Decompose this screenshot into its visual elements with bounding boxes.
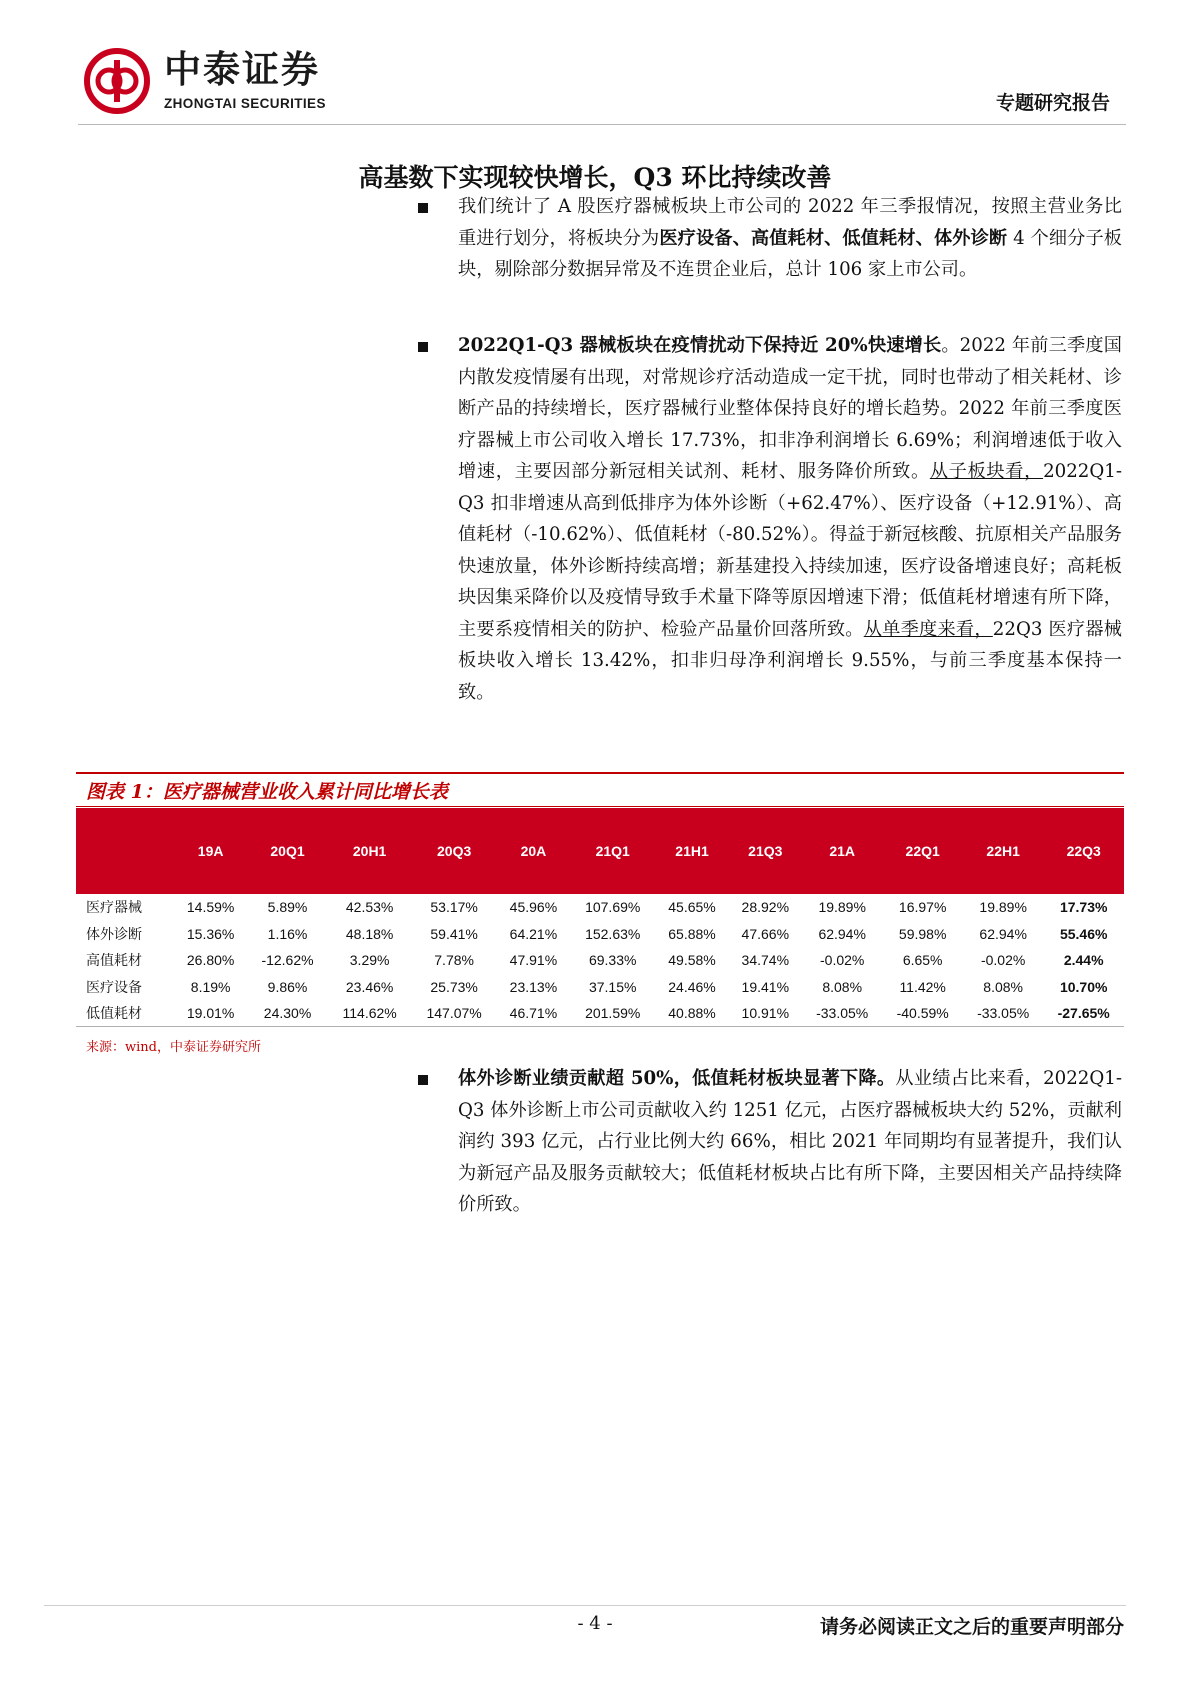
column-header: 20Q3: [437, 843, 472, 859]
table-cell: 28.92%: [741, 899, 790, 916]
paragraph-2: [458, 330, 1122, 708]
table-row: [76, 1000, 1124, 1027]
table-cell: 59.98%: [898, 925, 947, 942]
p2-underline-1: 从子板块看，: [929, 461, 1044, 482]
footer-divider: [44, 1605, 1126, 1606]
row-label: 低值耗材: [76, 1000, 174, 1027]
column-header: 21Q1: [595, 843, 630, 859]
table-cell: 19.89%: [818, 899, 866, 916]
p1-text-2: 4 个细分子板块，剔除部分数据异常及不连贯企业后，总计 106 家上市公司。: [458, 227, 1122, 280]
table-cell: -33.05%: [802, 1000, 882, 1027]
table-cell: -12.62%: [261, 952, 314, 969]
table-cell: 23.13%: [509, 978, 558, 995]
table-cell: 25.73%: [430, 978, 478, 995]
table-cell: 15.36%: [186, 925, 235, 942]
table-cell: 14.59%: [186, 899, 235, 916]
table-cell: 152.63%: [585, 925, 641, 942]
row-label: 医疗器械: [86, 900, 142, 917]
row-label: 高值耗材: [86, 953, 142, 970]
bullet-square-icon: [418, 1075, 428, 1085]
page-number: - 4 -: [577, 1613, 613, 1634]
table-cell: 201.59%: [570, 1000, 655, 1027]
column-header: 19A: [197, 843, 224, 859]
p2-text-1: 。2022 年前三季度国内散发疫情屡有出现，对常规诊疗活动造成一定干扰，同时也带动了相关耗材、诊断产品的持续增长，医疗器械行业整体保持良好的增长趋势。2022 年前三季度医疗器械上市公司收入增长 17.73%，扣非净利润增长 6.69%；利润增速低于收入增速，主要因部分新冠相关试剂、耗材、服务降价所致。: [458, 335, 1122, 482]
figure-top-rule: [76, 772, 1124, 774]
p1-bold-1: 医疗设备、高值耗材、低值耗材、体外诊断: [659, 227, 1008, 249]
table-cell: 2.44%: [1063, 952, 1104, 969]
paragraph-block-1: [0, 196, 1190, 280]
table-cell: -0.02%: [820, 952, 865, 969]
table-cell: 3.29%: [349, 952, 390, 969]
table-cell: 55.46%: [1059, 925, 1108, 942]
table-cell: 48.18%: [345, 925, 394, 942]
table-cell: 64.21%: [509, 925, 558, 942]
table-cell: 47.91%: [509, 952, 558, 969]
table-cell: 26.80%: [186, 952, 235, 969]
table-cell: 19.89%: [979, 899, 1027, 916]
table-cell: 10.91%: [729, 1000, 802, 1027]
table-cell: 49.58%: [668, 952, 716, 969]
figure-title-rule: [76, 806, 1124, 807]
table-cell: 7.78%: [434, 952, 474, 969]
column-header: 20H1: [352, 843, 387, 859]
table-cell: 8.08%: [983, 978, 1023, 995]
p3-text-1: 从业绩占比来看，2022Q1-Q3 体外诊断上市公司贡献收入约 1251 亿元，占医疗器械板块大约 52%，贡献利润约 393 亿元，占行业比例大约 66%，相比 2021 年同期均有显著提升，我们认为新冠产品及服务贡献较大；低值耗材板块占比有所下降，主要因相关产品持续降价所致。: [458, 1068, 1122, 1215]
p1-text-1: 我们统计了 A 股医疗器械板块上市公司的 2022 年三季报情况，按照主营业务比重进行划分，将板块分为: [458, 196, 1122, 249]
p2-underline-2: 从单季度来看，: [863, 618, 993, 640]
table-row: [76, 921, 1124, 948]
p2-text-2: 2022Q1-Q3 扣非增速从高到低排序为体外诊断（+62.47%）、医疗设备（+12.91%）、高值耗材（-10.62%）、低值耗材（-80.52%）。得益于新冠核酸、抗原相关产品服务快速放量，体外诊断持续高增；新基建投入持续加速，医疗设备增速良好；高耗板块因集采降价以及疫情导致手术量下降等原因增速下滑；低值耗材增速有所下降，主要系疫情相关的防护、检验产品量价回落所致。: [458, 461, 1122, 640]
table-cell: 17.73%: [1059, 899, 1108, 916]
table-row: [76, 894, 1124, 921]
table-cell: 9.86%: [267, 978, 308, 995]
header-divider: [78, 124, 1126, 125]
growth-table: [76, 808, 1124, 1027]
p3-bold-1: 体外诊断业绩贡献超 50%，低值耗材板块显著下降。: [458, 1068, 896, 1089]
p2-bold-1: 2022Q1-Q3 器械板块在疫情扰动下保持近 20%快速增长: [458, 335, 942, 356]
table-cell: 23.46%: [345, 978, 394, 995]
table-cell: 114.62%: [328, 1000, 412, 1027]
table-cell: 47.66%: [741, 925, 790, 942]
row-label: 医疗设备: [86, 979, 142, 996]
bullet-square-icon: [418, 342, 428, 352]
section-title: 高基数下实现较快增长，Q3 环比持续改善: [358, 163, 832, 192]
column-header: 21Q3: [748, 843, 783, 859]
table-cell: 5.89%: [267, 899, 308, 916]
table-cell: 10.70%: [1059, 978, 1108, 995]
paragraph-block-2: [0, 335, 1190, 703]
row-label: 体外诊断: [86, 926, 142, 943]
table-cell: -27.65%: [1043, 1000, 1124, 1027]
table-cell: 24.46%: [668, 978, 716, 995]
table-cell: 34.74%: [741, 952, 790, 969]
column-header: 21H1: [675, 843, 709, 859]
paragraph-block-3: [0, 1068, 1190, 1215]
table-cell: 62.94%: [979, 925, 1027, 942]
paragraph-1: [458, 191, 1122, 286]
table-cell: 107.69%: [585, 899, 641, 916]
table-header-row: [76, 808, 1124, 894]
table-cell: 8.19%: [190, 978, 231, 995]
column-header: 22Q3: [1066, 843, 1101, 859]
table-cell: 65.88%: [668, 925, 716, 942]
table-cell: -0.02%: [980, 952, 1026, 969]
table-cell: 19.01%: [174, 1000, 247, 1027]
report-type-label: 专题研究报告: [995, 92, 1110, 114]
table-cell: 53.17%: [430, 899, 478, 916]
table-cell: 19.41%: [741, 978, 790, 995]
figure-source: 来源：wind，中泰证券研究所: [86, 1040, 261, 1055]
table-cell: 147.07%: [411, 1000, 496, 1027]
table-cell: 45.65%: [668, 899, 716, 916]
table-cell: 45.96%: [509, 899, 558, 916]
table-corner-cell: [76, 808, 174, 894]
paragraph-3: [458, 1063, 1122, 1221]
table-cell: 37.15%: [588, 978, 637, 995]
column-header: 20A: [520, 843, 547, 859]
table-cell: 8.08%: [822, 978, 863, 995]
table-cell: 59.41%: [430, 925, 478, 942]
table-cell: 6.65%: [902, 952, 943, 969]
table-cell: 42.53%: [345, 899, 394, 916]
footer-disclaimer: 请务必阅读正文之后的重要声明部分: [819, 1616, 1124, 1638]
table-cell: 1.16%: [267, 925, 308, 942]
logo-english-text: ZHONGTAI SECURITIES: [164, 96, 326, 111]
column-header: 22Q1: [905, 843, 940, 859]
column-header: 22H1: [986, 843, 1020, 859]
p2-text-3: 22Q3 医疗器械板块收入增长 13.42%，扣非归母净利润增长 9.55%，与前三季度基本保持一致。: [458, 618, 1122, 703]
table-cell: 11.42%: [899, 978, 946, 995]
logo-chinese-text: 中泰证券: [164, 48, 320, 91]
table-cell: 46.71%: [497, 1000, 570, 1027]
table-cell: -33.05%: [963, 1000, 1043, 1027]
figure-title: 图表 1：医疗器械营业收入累计同比增长表: [86, 781, 448, 803]
table-cell: 24.30%: [247, 1000, 327, 1027]
bullet-square-icon: [418, 203, 428, 213]
table-cell: 69.33%: [588, 952, 637, 969]
table-row: [76, 947, 1124, 974]
column-header: 21A: [829, 843, 856, 859]
table-cell: 16.97%: [898, 899, 947, 916]
table-cell: 62.94%: [818, 925, 866, 942]
table-cell: -40.59%: [882, 1000, 962, 1027]
table-cell: 40.88%: [655, 1000, 728, 1027]
table-row: [76, 974, 1124, 1001]
column-header: 20Q1: [270, 843, 305, 859]
company-logo-icon: [84, 48, 150, 114]
